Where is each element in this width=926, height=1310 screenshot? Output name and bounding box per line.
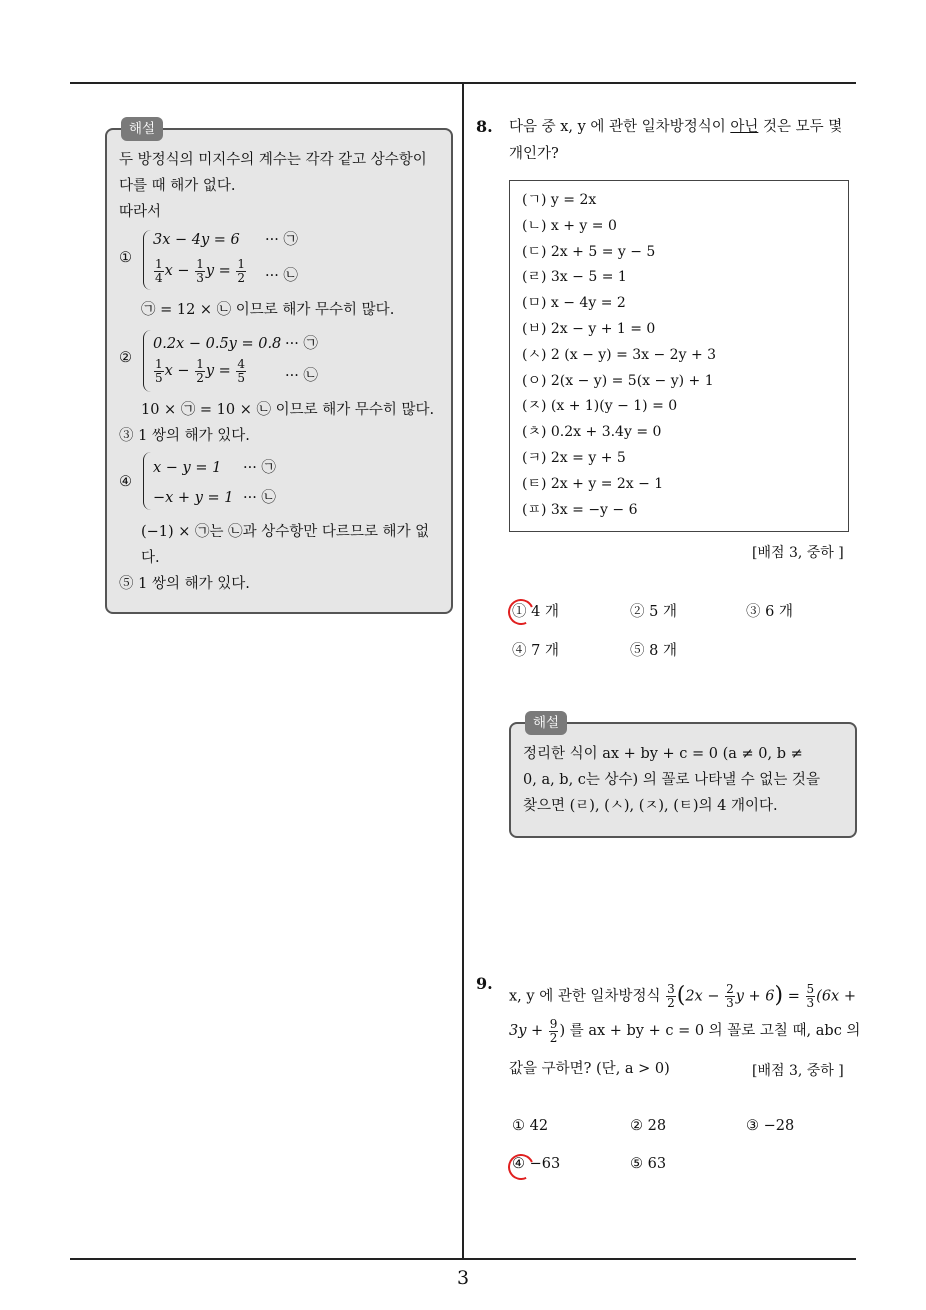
answer-choice[interactable]: ① 42	[512, 1118, 549, 1134]
equation-item: (ㄹ) 3x − 5 = 1	[522, 269, 627, 286]
solution-note: 10 × ㉠ = 10 × ㉡ 이므로 해가 무수히 많다.	[141, 402, 435, 418]
score-difficulty: [배점 3, 중하 ]	[752, 1063, 844, 1079]
equation-brace	[143, 452, 151, 510]
question-number: 9.	[476, 974, 493, 993]
equation-item: (ㄷ) 2x + 5 = y − 5	[522, 243, 656, 260]
answer-choice[interactable]: ② 28	[630, 1118, 667, 1134]
answer-choice[interactable]: ④ −63	[512, 1156, 561, 1172]
system-equation: −x + y = 1 ··· ㉡	[153, 490, 276, 506]
equation-item: (ㅁ) x − 4y = 2	[522, 295, 626, 312]
answer-choice[interactable]: ⑤ 63	[630, 1156, 667, 1172]
solution-intro: 다를 때 해가 없다.	[119, 178, 236, 194]
system-equation: $\frac{1}{5}$ x − $\frac{1}{2}$ y = $\frac{4}{5}$ ··· ㉡	[155, 357, 318, 385]
solution-note: ⑤ 1 쌍의 해가 있다.	[119, 576, 250, 592]
equation-brace	[143, 330, 151, 392]
equation-item: (ㅇ) 2(x − y) = 5(x − y) + 1	[522, 372, 714, 389]
equation-item: (ㄴ) x + y = 0	[522, 217, 617, 234]
question-text: 다음 중 x, y 에 관한 일차방정식이 아닌 것은 모두 몇 개인가?	[509, 119, 843, 162]
question-text: x, y 에 관한 일차방정식 $\frac{3}{2}$ (2x − $\frac{2}{3}$ y + 6) = $\frac{5}{3}$ (6x +	[509, 982, 856, 1010]
equation-list-box	[509, 180, 849, 532]
solution-box-q7	[105, 121, 453, 614]
equation-item: (ㅂ) 2x − y + 1 = 0	[522, 321, 656, 337]
option-number: ②	[119, 350, 132, 366]
equation-item: (ㅋ) 2x = y + 5	[522, 450, 626, 466]
question-number: 8.	[476, 117, 493, 136]
system-equation: x − y = 1 ··· ㉠	[153, 460, 276, 476]
page-number: 3	[456, 1267, 470, 1289]
solution-tag: 해설	[121, 117, 163, 141]
solution-tag: 해설	[525, 711, 567, 735]
solution-text: 정리한 식이 ax + by + c = 0 (a ≠ 0, b ≠	[523, 746, 803, 762]
answer-choice[interactable]: ③ 6 개	[746, 604, 793, 620]
option-number: ④	[119, 474, 132, 490]
system-equation: 0.2x − 0.5y = 0.8 ··· ㉠	[153, 336, 318, 352]
equation-item: (ㅊ) 0.2x + 3.4y = 0	[522, 424, 662, 441]
equation-item: (ㄱ) y = 2x	[522, 192, 597, 208]
question-text: 값을 구하면? (단, a > 0)	[509, 1061, 670, 1077]
solution-note: ㉠ = 12 × ㉡ 이므로 해가 무수히 많다.	[141, 302, 395, 318]
solution-intro: 두 방정식의 미지수의 계수는 각각 같고 상수항이	[119, 152, 427, 168]
equation-item: (ㅌ) 2x + y = 2x − 1	[522, 475, 664, 492]
solution-box-q8	[509, 715, 857, 838]
solution-intro: 따라서	[119, 204, 162, 220]
solution-text: 0, a, b, c는 상수) 의 꼴로 나타낼 수 없는 것을	[523, 772, 820, 788]
answer-choice[interactable]: ③ −28	[746, 1118, 795, 1134]
solution-note: ③ 1 쌍의 해가 있다.	[119, 428, 250, 444]
equation-item: (ㅅ) 2 (x − y) = 3x − 2y + 3	[522, 346, 717, 363]
answer-choice[interactable]: ② 5 개	[630, 604, 677, 620]
solution-text: 찾으면 (ㄹ), (ㅅ), (ㅈ), (ㅌ)의 4 개이다.	[523, 798, 778, 814]
equation-brace	[143, 230, 151, 290]
answer-choice[interactable]: ① 4 개	[512, 604, 559, 620]
column-divider	[462, 84, 464, 1260]
solution-note: 다.	[141, 550, 160, 566]
answer-choice[interactable]: ④ 7 개	[512, 643, 559, 659]
score-difficulty: [배점 3, 중하 ]	[752, 545, 844, 561]
option-number: ①	[119, 250, 132, 266]
system-equation: $\frac{1}{4}$ x − $\frac{1}{3}$ y = $\frac{1}{2}$ ··· ㉡	[155, 257, 298, 285]
bottom-rule	[70, 1258, 856, 1260]
equation-item: (ㅍ) 3x = −y − 6	[522, 501, 638, 518]
answer-choice[interactable]: ⑤ 8 개	[630, 643, 677, 659]
equation-item: (ㅈ) (x + 1)(y − 1) = 0	[522, 398, 678, 415]
system-equation: 3x − 4y = 6 ··· ㉠	[153, 232, 298, 248]
solution-note: (−1) × ㉠는 ㉡과 상수항만 다르므로 해가 없	[141, 524, 430, 540]
question-text: 3y + $\frac{9}{2}$ ) 를 ax + by + c = 0 의 꼴로 고칠 때, abc 의	[509, 1017, 861, 1045]
